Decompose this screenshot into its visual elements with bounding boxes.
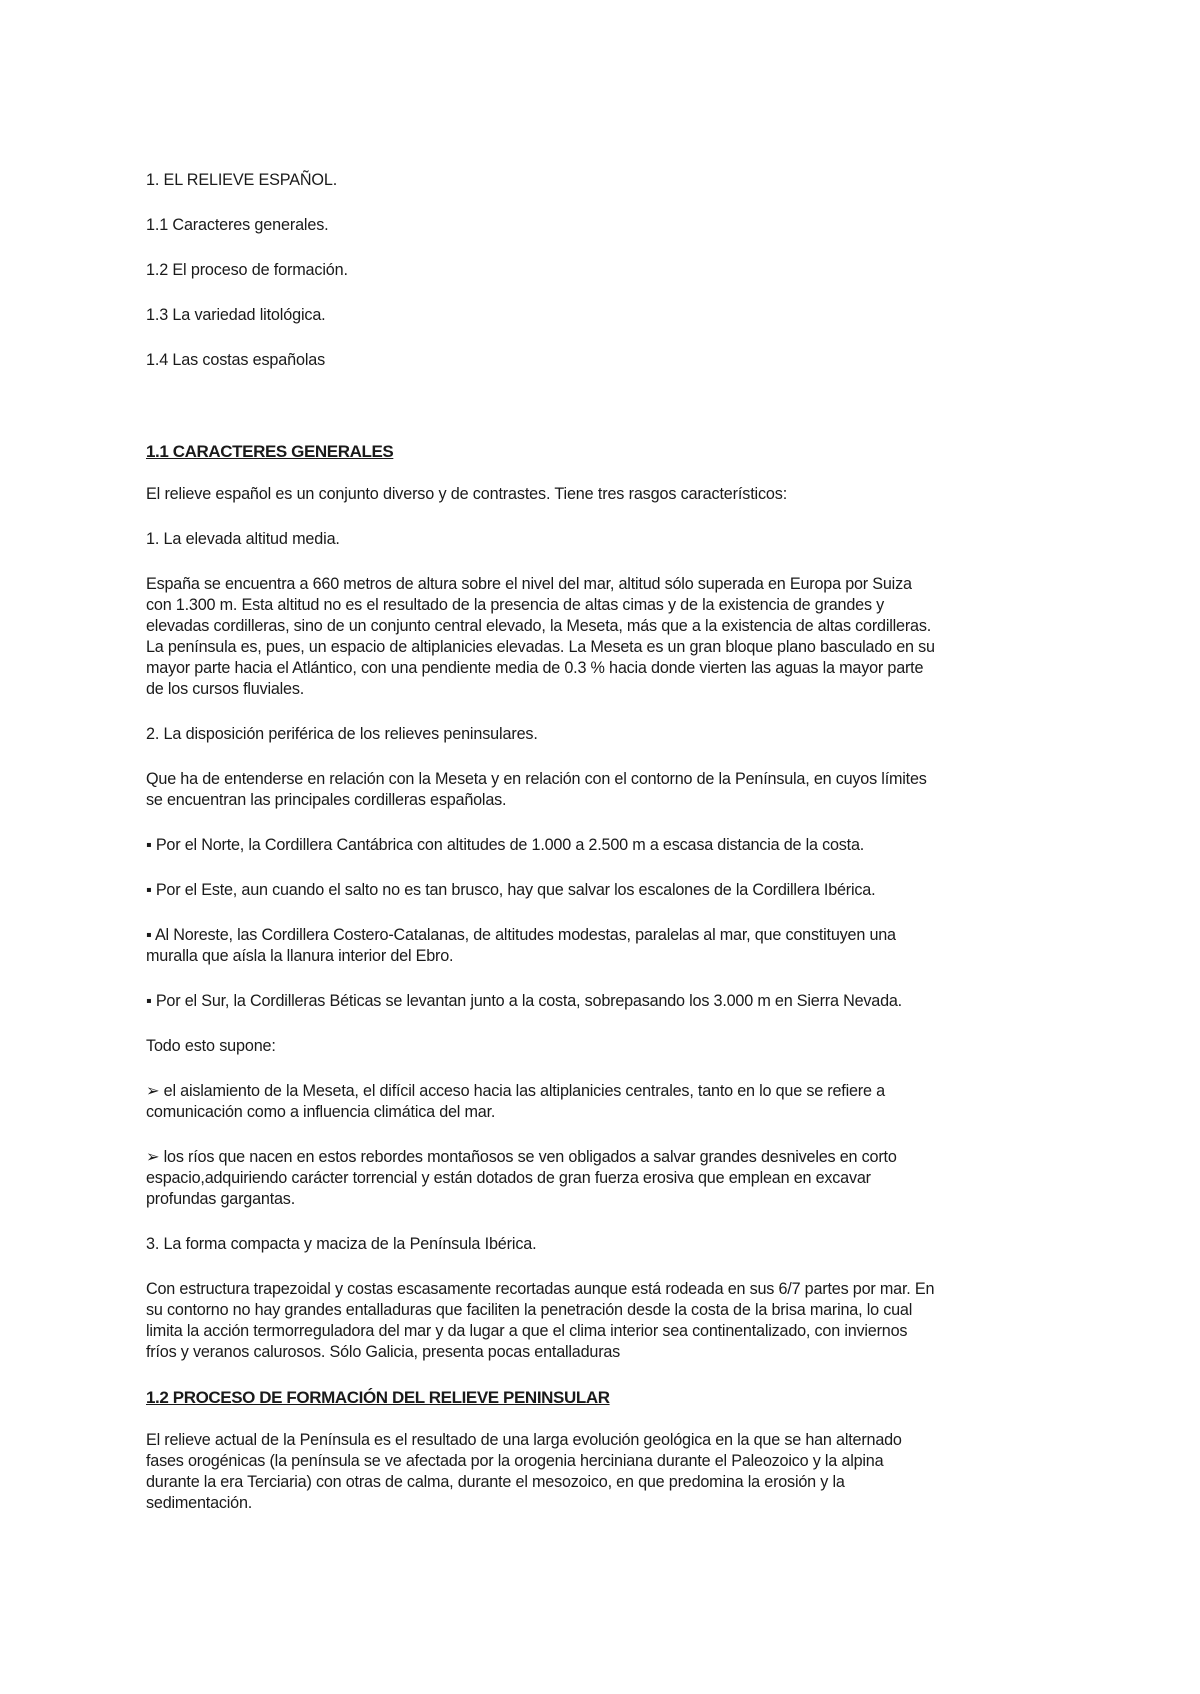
- intro-paragraph: El relieve español es un conjunto diverso y de contrastes. Tiene tres rasgos característicos:: [146, 485, 788, 503]
- text-line: ▪ Por el Norte, la Cordillera Cantábrica con altitudes de 1.000 a 2.500 m a escasa distancia de la costa.: [146, 836, 865, 854]
- text-line: espacio,adquiriendo carácter torrencial y están dotados de gran fuerza erosiva que emplean en excavar: [146, 1169, 871, 1187]
- bullet-item: [146, 925, 1076, 967]
- text-line: con 1.300 m. Esta altitud no es el resultado de la presencia de altas cimas y de la existencia de grandes y: [146, 596, 885, 614]
- text-line: muralla que aísla la llanura interior del Ebro.: [146, 947, 454, 965]
- paragraph-forma: [146, 1279, 1076, 1363]
- point-title-altitud: 1. La elevada altitud media.: [146, 530, 340, 548]
- toc-item: 1.3 La variedad litológica.: [146, 306, 326, 324]
- text-line: sedimentación.: [146, 1494, 253, 1512]
- text-line: Que ha de entenderse en relación con la Meseta y en relación con el contorno de la Península, en cuyos límites: [146, 770, 927, 788]
- arrow-item: [146, 1147, 1076, 1210]
- point-title-forma: 3. La forma compacta y maciza de la Península Ibérica.: [146, 1235, 537, 1253]
- bullet-item: [146, 991, 1076, 1012]
- text-line: El relieve actual de la Península es el resultado de una larga evolución geológica en la que se han alternado: [146, 1431, 902, 1449]
- bullet-item: [146, 835, 1076, 856]
- arrow-item: [146, 1081, 1076, 1123]
- point-title-disposicion: 2. La disposición periférica de los relieves peninsulares.: [146, 725, 538, 743]
- toc-item: 1.4 Las costas españolas: [146, 351, 326, 369]
- text-line: de los cursos fluviales.: [146, 680, 305, 698]
- toc-item: 1.2 El proceso de formación.: [146, 261, 348, 279]
- document-body: [146, 170, 1076, 1538]
- text-line: ➢ los ríos que nacen en estos rebordes montañosos se ven obligados a salvar grandes desniveles en corto: [146, 1148, 897, 1166]
- paragraph-disposicion: [146, 769, 1076, 811]
- text-line: elevadas cordilleras, sino de un conjunto central elevado, la Meseta, más que a la existencia de altas cordilleras.: [146, 617, 932, 635]
- text-line: ▪ Por el Sur, la Cordilleras Béticas se levantan junto a la costa, sobrepasando los 3.000 m en Sierra Nevada.: [146, 992, 902, 1010]
- paragraph-altitud: [146, 574, 1076, 700]
- text-line: su contorno no hay grandes entalladuras que faciliten la penetración desde la costa de la brisa marina, lo cual: [146, 1301, 913, 1319]
- table-of-contents: [146, 170, 1076, 371]
- toc-item: 1.1 Caracteres generales.: [146, 216, 329, 234]
- text-line: comunicación como a influencia climática del mar.: [146, 1103, 496, 1121]
- text-line: fases orogénicas (la península se ve afectada por la orogenia herciniana durante el Paleozoico y la alpina: [146, 1452, 884, 1470]
- text-line: ➢ el aislamiento de la Meseta, el difícil acceso hacia las altiplanicies centrales, tanto en lo que se refiere a: [146, 1082, 885, 1100]
- text-line: limita la acción termorreguladora del mar y da lugar a que el clima interior sea continentalizado, con inviernos: [146, 1322, 908, 1340]
- text-line: ▪ Al Noreste, las Cordillera Costero-Catalanas, de altitudes modestas, paralelas al mar, que constituyen una: [146, 926, 896, 944]
- supone-label: Todo esto supone:: [146, 1037, 276, 1055]
- spacer: [146, 395, 1076, 441]
- text-line: profundas gargantas.: [146, 1190, 295, 1208]
- paragraph-proceso: [146, 1430, 1076, 1514]
- text-line: España se encuentra a 660 metros de altura sobre el nivel del mar, altitud sólo superada en Europa por Suiza: [146, 575, 912, 593]
- text-line: Con estructura trapezoidal y costas escasamente recortadas aunque está rodeada en sus 6/7 partes por mar. En: [146, 1280, 935, 1298]
- text-line: se encuentran las principales cordilleras españolas.: [146, 791, 507, 809]
- section-heading-proceso: 1.2 PROCESO DE FORMACIÓN DEL RELIEVE PENINSULAR: [146, 1388, 610, 1407]
- toc-item: 1. EL RELIEVE ESPAÑOL.: [146, 171, 338, 189]
- text-line: ▪ Por el Este, aun cuando el salto no es tan brusco, hay que salvar los escalones de la Cordillera Ibérica.: [146, 881, 876, 899]
- text-line: durante la era Terciaria) con otras de calma, durante el mesozoico, en que predomina la erosión y la: [146, 1473, 845, 1491]
- bullet-item: [146, 880, 1076, 901]
- text-line: La península es, pues, un espacio de altiplanicies elevadas. La Meseta es un gran bloque plano basculado en su: [146, 638, 935, 656]
- text-line: mayor parte hacia el Atlántico, con una pendiente media de 0.3 % hacia donde vierten las aguas la mayor parte: [146, 659, 924, 677]
- text-line: fríos y veranos calurosos. Sólo Galicia, presenta pocas entalladuras: [146, 1343, 621, 1361]
- section-heading-caracteres: 1.1 CARACTERES GENERALES: [146, 442, 394, 461]
